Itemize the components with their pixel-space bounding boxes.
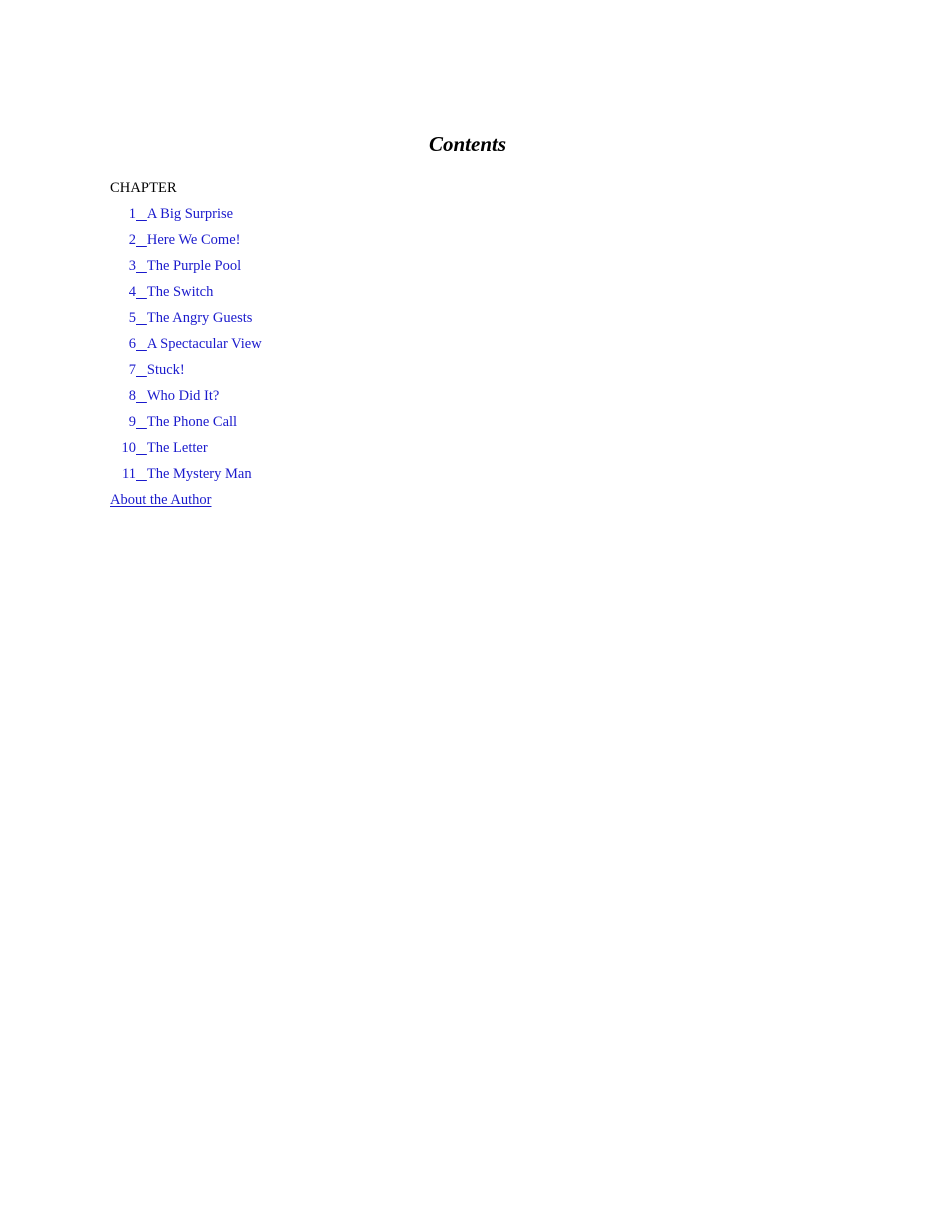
toc-number: 4	[128, 284, 136, 300]
toc-item	[110, 386, 262, 412]
toc-title: Here We Come!	[146, 232, 241, 248]
toc-number: 10	[121, 440, 136, 456]
toc-title: The Mystery Man	[146, 466, 252, 482]
toc-number: 9	[128, 414, 136, 430]
toc-title: The Switch	[146, 284, 214, 300]
toc-link-chapter-4[interactable]	[110, 284, 213, 300]
toc-number: 8	[128, 388, 136, 404]
chapter-label: CHAPTER	[110, 180, 177, 196]
toc-number: 1	[128, 206, 136, 222]
toc-number: 2	[128, 232, 136, 248]
toc-title: A Spectacular View	[146, 336, 262, 352]
toc-item	[110, 334, 262, 360]
toc-number: 7	[128, 362, 136, 378]
toc-item	[110, 412, 262, 438]
toc-link-chapter-2[interactable]	[110, 232, 240, 248]
toc-item	[110, 308, 262, 334]
toc-item	[110, 464, 262, 490]
toc-item	[110, 282, 262, 308]
toc-link-chapter-9[interactable]	[110, 414, 237, 430]
toc-item	[110, 256, 262, 282]
toc-link-chapter-7[interactable]	[110, 362, 185, 378]
toc-number: 5	[128, 310, 136, 326]
toc-link-chapter-11[interactable]	[110, 466, 252, 482]
toc-list	[110, 204, 262, 490]
toc-link-chapter-3[interactable]	[110, 258, 241, 274]
toc-link-chapter-1[interactable]	[110, 206, 233, 222]
toc-number: 11	[122, 466, 136, 482]
toc-item	[110, 438, 262, 464]
toc-title: Who Did It?	[146, 388, 220, 404]
toc-item	[110, 230, 262, 256]
toc-item	[110, 204, 262, 230]
toc-number: 6	[128, 336, 136, 352]
toc-title: A Big Surprise	[146, 206, 234, 222]
toc-title: The Angry Guests	[146, 310, 253, 326]
about-author-link[interactable]: About the Author	[110, 492, 212, 508]
toc-number: 3	[128, 258, 136, 274]
toc-title: The Phone Call	[146, 414, 238, 430]
toc-title: The Purple Pool	[146, 258, 242, 274]
toc-item	[110, 360, 262, 386]
toc-link-chapter-5[interactable]	[110, 310, 252, 326]
page-title: Contents	[428, 132, 507, 156]
toc-link-chapter-10[interactable]	[110, 440, 208, 456]
toc-title: The Letter	[146, 440, 208, 456]
toc-link-chapter-8[interactable]	[110, 388, 219, 404]
toc-title: Stuck!	[146, 362, 185, 378]
toc-link-chapter-6[interactable]	[110, 336, 262, 352]
